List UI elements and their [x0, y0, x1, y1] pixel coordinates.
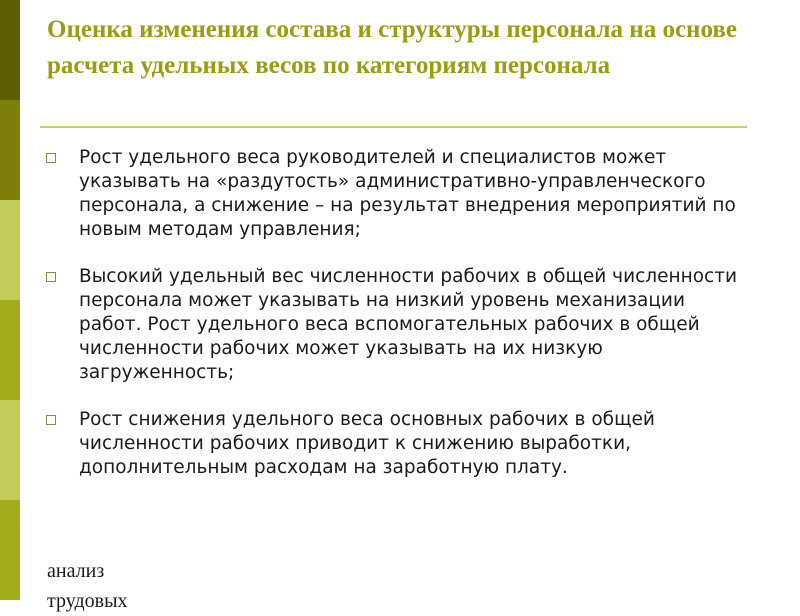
bar-segment — [0, 500, 20, 600]
bar-segment — [0, 100, 20, 200]
bar-segment — [0, 400, 20, 500]
bar-segment — [0, 300, 20, 400]
bar-segment — [0, 200, 20, 300]
bullet-text: Рост снижения удельного веса основных рабочих в общей численности рабочих приводит к снижению выработки, дополнительным расходам на заработную плату. — [79, 409, 655, 478]
bullet-item — [44, 146, 750, 242]
bullet-item — [44, 265, 750, 385]
bullet-text: Рост удельного веса руководителей и специалистов может указывать на «раздутость» административно-управленческого персонала, а снижение – на результат внедрения мероприятий по новым методам управления; — [79, 147, 736, 240]
footer-caption — [47, 556, 347, 616]
title-divider — [40, 126, 747, 128]
footer-line: трудовых — [47, 590, 128, 612]
bullet-text: Высокий удельный вес численности рабочих в общей численности персонала может указывать на низкий уровень механизации работ. Рост удельного веса вспомогательных рабочих в общей численности рабочих может указывать на их низкую загруженность; — [79, 266, 737, 383]
footer-line: анализ — [47, 560, 105, 582]
bullet-list — [44, 146, 750, 503]
hollow-square-bullet-icon — [46, 272, 56, 282]
slide-title: Оценка изменения состава и структуры персонала на основе расчета удельных весов по категориям персонала — [47, 16, 737, 79]
bar-segment — [0, 0, 20, 100]
hollow-square-bullet-icon — [46, 153, 56, 163]
hollow-square-bullet-icon — [46, 415, 56, 425]
bullet-item — [44, 408, 750, 480]
left-decorative-bar — [0, 0, 20, 600]
